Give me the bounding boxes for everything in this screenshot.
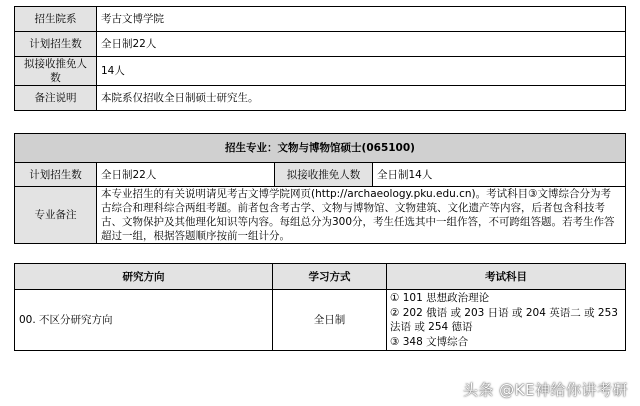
plan-label: 计划招生数 xyxy=(15,32,97,57)
major-title: 招生专业：文物与博物馆硕士(065100) xyxy=(15,134,626,163)
subjects-cell xyxy=(387,290,626,351)
direction-header: 研究方向 xyxy=(15,264,273,290)
major-tuimian-label: 拟接收推免人数 xyxy=(275,163,373,187)
table-row xyxy=(15,163,626,187)
table-header-row xyxy=(15,264,626,290)
direction-table xyxy=(14,263,626,351)
major-note-label: 专业备注 xyxy=(15,187,97,244)
subject-item: ① 101 思想政治理论 xyxy=(390,292,490,304)
direction-value: 00. 不区分研究方向 xyxy=(15,290,273,351)
table-row xyxy=(15,7,626,32)
remark-value: 本院系仅招收全日制硕士研究生。 xyxy=(97,86,626,111)
college-info-table xyxy=(14,6,626,111)
subjects-header: 考试科目 xyxy=(387,264,626,290)
major-tuimian-value: 全日制14人 xyxy=(373,163,626,187)
mode-value: 全日制 xyxy=(273,290,387,351)
remark-label: 备注说明 xyxy=(15,86,97,111)
major-plan-label: 计划招生数 xyxy=(15,163,97,187)
mode-header: 学习方式 xyxy=(273,264,387,290)
table-row xyxy=(15,290,626,351)
table-row xyxy=(15,32,626,57)
table-row xyxy=(15,57,626,86)
table-row xyxy=(15,187,626,244)
college-value: 考古文博学院 xyxy=(97,7,626,32)
major-table xyxy=(14,133,626,244)
subject-item: ③ 348 文博综合 xyxy=(390,335,469,348)
watermark: 头条 @KE神给你讲考研 xyxy=(462,381,628,399)
subject-item: ② 202 俄语 或 203 日语 或 204 英语二 或 253 法语 或 254 德语 xyxy=(390,306,618,333)
tuimian-value: 14人 xyxy=(97,57,626,86)
major-note-text: 本专业招生的有关说明请见考古文博学院网页(http://archaeology.pku.edu.cn)。考试科目③文博综合分为考古综合和理科综合两组考题。前者包含考古学、文物与博物馆、文物建筑、文化遗产等内容，后者包含科技考古、文物保护及其他理化知识等内容。每组总分为300分，考生任选其中一组作答，不可跨组答题。若考生作答超过一组，根据答题顺序按前一组计分。 xyxy=(97,187,626,244)
college-label: 招生院系 xyxy=(15,7,97,32)
plan-value: 全日制22人 xyxy=(97,32,626,57)
table-row xyxy=(15,86,626,111)
major-plan-value: 全日制22人 xyxy=(97,163,275,187)
tuimian-label: 拟接收推免人数 xyxy=(15,57,97,86)
